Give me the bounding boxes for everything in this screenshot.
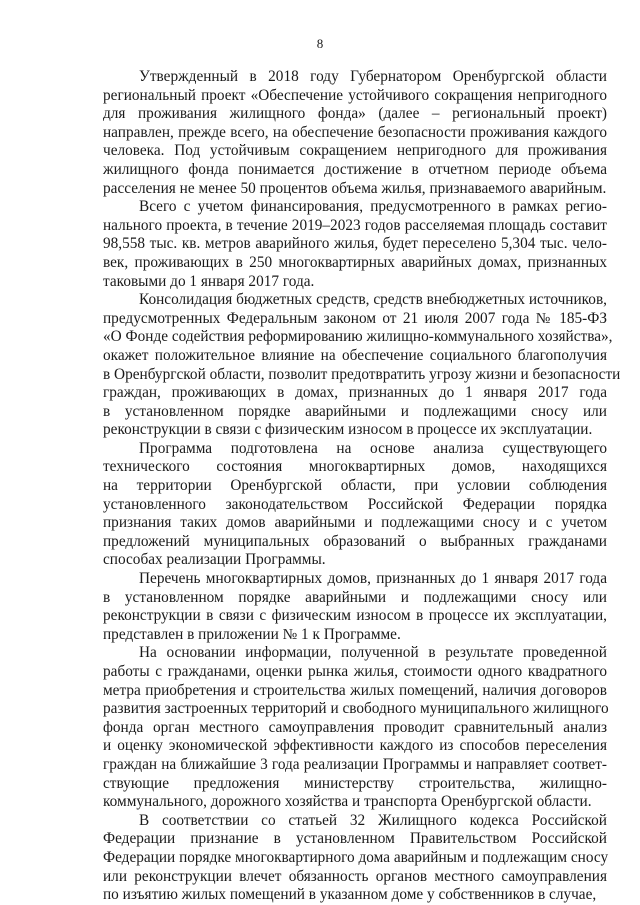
text-line: региональный проект «Обеспечение устойчивого сокращения непригодного xyxy=(103,86,607,104)
paragraph-housing-code xyxy=(103,812,607,905)
document-body xyxy=(103,68,621,905)
text-line: работы с гражданами, оценки рынка жилья, стоимости одного квадратного xyxy=(103,663,607,680)
text-line: Федерации порядке многоквартирного дома аварийным и подлежащим сносу xyxy=(103,848,609,866)
text-line: коммунального, дорожного хозяйства и транспорта Оренбургской области. xyxy=(103,793,592,811)
text-line: На основании информации, полученной в результате проведенной xyxy=(139,644,607,662)
text-line: «О Фонде содействия реформированию жилищно-коммунального хозяйства», xyxy=(103,328,613,346)
paragraph-program-preparation xyxy=(103,440,607,570)
paragraph-building-list xyxy=(103,570,607,644)
text-line: развития застроенных территорий и свободного муниципального жилищного xyxy=(103,700,609,718)
text-line: В соответствии со статьей 32 Жилищного кодекса Российской xyxy=(139,811,607,829)
text-line: в Оренбургской области, позволит предотвратить угрозу жизни и безопасности xyxy=(103,365,621,383)
paragraph-budget-consolidation xyxy=(103,291,621,440)
text-line: Всего с учетом финансирования, предусмотренного в рамках регио- xyxy=(139,198,607,216)
text-line: направлен, прежде всего, на обеспечение безопасности проживания каждого xyxy=(103,123,607,141)
paragraph-regional-project xyxy=(103,68,607,198)
text-line: на территории Оренбургской области, при условии соблюдения xyxy=(103,477,607,495)
text-line: фонда орган местного самоуправления проводит сравнительный анализ xyxy=(103,718,607,736)
text-line: граждан на ближайшие 3 года реализации Программы и направляет соответ- xyxy=(103,755,607,773)
text-line: 98,558 тыс. кв. метров аварийного жилья, будет переселено 5,304 тыс. чело- xyxy=(103,235,607,253)
text-line: в установленном порядке аварийными и подлежащими сносу или xyxy=(103,588,607,606)
text-line: по изъятию жилых помещений в указанном доме у собственников в случае, xyxy=(103,886,597,904)
text-line: реконструкции в связи с физическим износом в процессе их эксплуатации. xyxy=(103,421,593,439)
text-line: таковыми до 1 января 2017 года. xyxy=(103,272,315,290)
text-line: Утвержденный в 2018 году Губернатором Оренбургской области xyxy=(139,68,607,85)
text-line: Программа подготовлена на основе анализа существующего xyxy=(139,439,607,457)
text-line: или реконструкции влечет обязанность органов местного самоуправления xyxy=(103,867,607,885)
text-line: нального проекта, в течение 2019–2023 годов расселяемая площадь составит xyxy=(103,216,607,234)
text-line: жилищного фонда понимается достижение в отчетном периоде объема xyxy=(103,160,607,178)
text-line: Консолидация бюджетных средств, средств внебюджетных источников, xyxy=(139,291,607,309)
paragraph-financing xyxy=(103,198,607,291)
text-line: в установленном порядке аварийными и подлежащими сносу или xyxy=(103,402,607,420)
text-line: человека. Под устойчивым сокращением непригодного для проживания xyxy=(103,142,607,160)
text-line: ствующие предложения министерству строительства, жилищно- xyxy=(103,774,607,792)
text-line: для проживания жилищного фонда» (далее – региональный проект) xyxy=(103,105,607,123)
text-line: установленного законодательством Российской Федерации порядка xyxy=(103,495,607,513)
text-line: и оценку экономической эффективности каждого из способов переселения xyxy=(103,737,607,755)
text-line: предусмотренных Федеральным законом от 21 июля 2007 года № 185-ФЗ xyxy=(103,309,607,327)
text-line: Перечень многоквартирных домов, признанных до 1 января 2017 года xyxy=(139,570,607,588)
text-line: способах реализации Программы. xyxy=(103,551,326,569)
text-line: реконструкции в связи с физическим износом в процессе их эксплуатации, xyxy=(103,607,607,625)
text-line: окажет положительное влияние на обеспечение социального благополучия xyxy=(103,346,607,364)
text-line: метра приобретения и строительства жилых помещений, наличия договоров xyxy=(103,681,607,699)
text-line: расселения не менее 50 процентов объема жилья, признаваемого аварийным. xyxy=(103,179,607,197)
text-line: признания таких домов аварийными и подлежащими сносу и с учетом xyxy=(103,514,607,532)
text-line: Федерации признание в установленном Правительством Российской xyxy=(103,830,607,848)
text-line: представлен в приложении № 1 к Программе. xyxy=(103,625,401,643)
text-line: граждан, проживающих в домах, признанных до 1 января 2017 года xyxy=(103,384,607,402)
text-line: век, проживающих в 250 многоквартирных аварийных домах, признанных xyxy=(103,253,607,271)
paragraph-information-analysis xyxy=(103,644,607,811)
text-line: технического состояния многоквартирных домов, находящихся xyxy=(103,458,607,476)
page-number: 8 xyxy=(316,36,324,51)
text-line: предложений муниципальных образований о выбранных гражданами xyxy=(103,532,607,550)
